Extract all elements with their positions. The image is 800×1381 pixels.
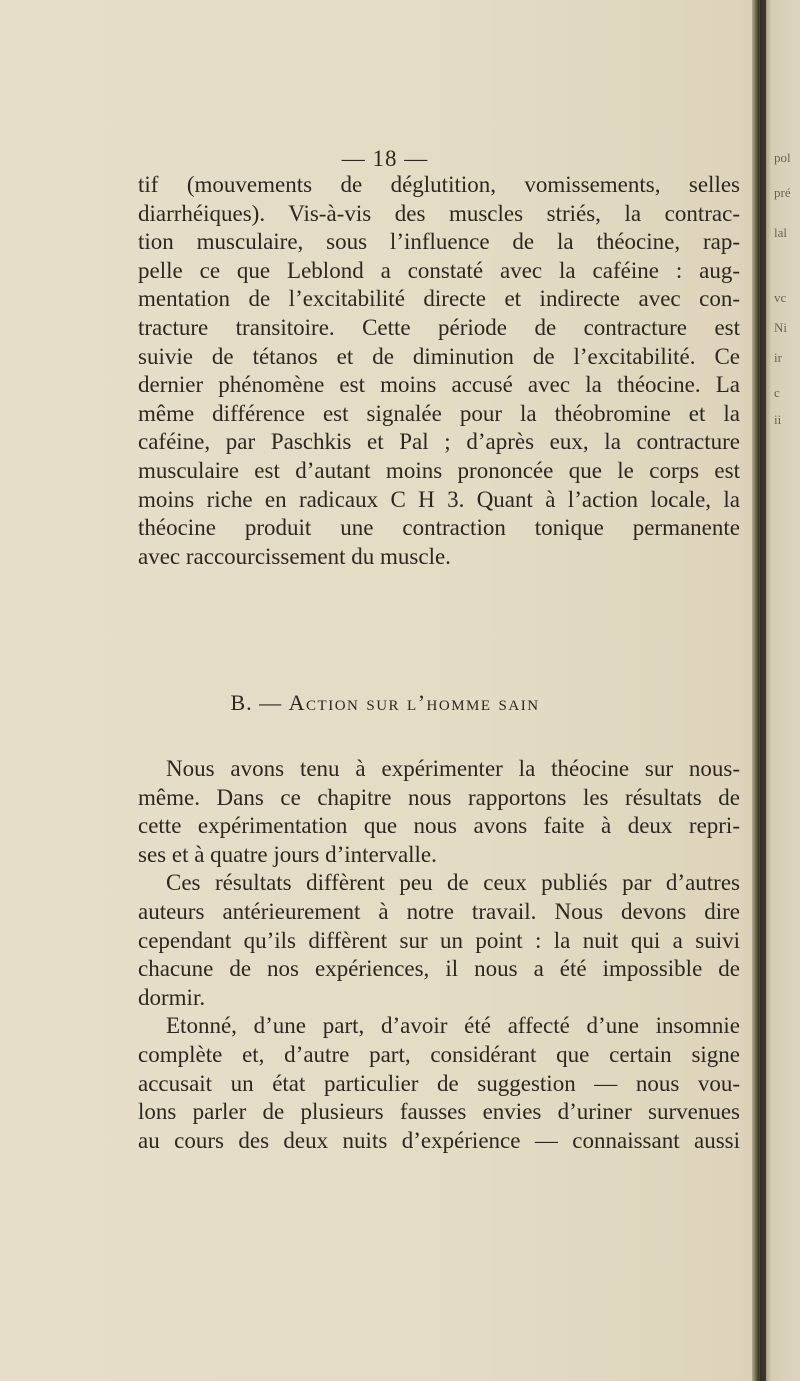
bleed-through-text: vc [774,290,787,305]
text-line: Etonné, d’une part, d’avoir été affecté d’une insomnie [166,1013,740,1039]
text-line: moins riche en radicaux C H 3. Quant à l’action locale, la [138,486,740,512]
text-line: pelle ce que Leblond a constaté avec la caféine : aug- [138,257,740,283]
text-line: Nous avons tenu à expérimenter la théocine sur nous- [166,756,740,781]
page-number: — 18 — [341,146,429,171]
text-line: cette expérimentation que nous avons faite à deux repri- [138,813,740,839]
text-line: lons parler de plusieurs fausses envies d’uriner survenues [138,1099,740,1125]
text-line: même. Dans ce chapitre nous rapportons les résultats de [138,784,740,810]
text-line: mentation de l’excitabilité directe et indirecte avec con- [138,286,740,312]
bleed-through-text: lal [774,225,787,240]
text-line: théocine produit une contraction tonique permanente [138,515,740,541]
paragraph [138,869,740,1012]
bleed-through-text: c [774,385,780,400]
text-line: suivie de tétanos et de diminution de l’excitabilité. Ce [138,343,740,369]
text-line: Ces résultats diffèrent peu de ceux publiés par d’autres [166,870,740,896]
text-line: auteurs antérieurement à notre travail. Nous devons dire [138,898,740,924]
bleed-through-text: ii [774,412,782,427]
text-line: chacune de nos expériences, il nous a été impossible de [138,956,740,982]
bleed-through-text: pol [774,150,791,165]
text-line: cependant qu’ils diffèrent sur un point : la nuit qui a suivi [138,927,740,953]
text-line: même différence est signalée pour la théobromine et la [138,400,740,426]
text-line: dormir. [138,984,206,1010]
section-letter: B. — [230,690,283,715]
paragraph [138,755,740,869]
text-line: musculaire est d’autant moins prononcée que le corps est [138,457,740,483]
section-body [138,755,740,1155]
text-line: ses et à quatre jours d’intervalle. [138,841,437,867]
text-line: accusait un état particulier de suggestion — nous vou- [138,1070,740,1096]
text-line: dernier phénomène est moins accusé avec la théocine. La [138,372,740,398]
text-line: avec raccourcissement du muscle. [138,543,451,569]
paragraph [138,1012,740,1155]
section-heading [0,690,770,716]
bleed-through-text: ir [774,350,782,365]
bleed-through-text: pré [774,185,791,200]
text-line: tif (mouvements de déglutition, vomissements, selles [138,172,740,197]
section-title: Action sur l’homme sain [288,690,540,715]
bleed-through-text: Ni [774,320,787,335]
text-line: tion musculaire, sous l’influence de la théocine, rap- [138,229,740,255]
text-line: tracture transitoire. Cette période de contracture est [138,314,740,340]
text-line: complète et, d’autre part, considérant que certain signe [138,1041,740,1067]
paragraph-continued [138,171,740,571]
text-line: diarrhéiques). Vis-à-vis des muscles striés, la contrac- [138,200,740,226]
text-line: caféine, par Paschkis et Pal ; d’après eux, la contracture [138,429,740,455]
text-line: au cours des deux nuits d’expérience — connaissant aussi [138,1127,740,1153]
